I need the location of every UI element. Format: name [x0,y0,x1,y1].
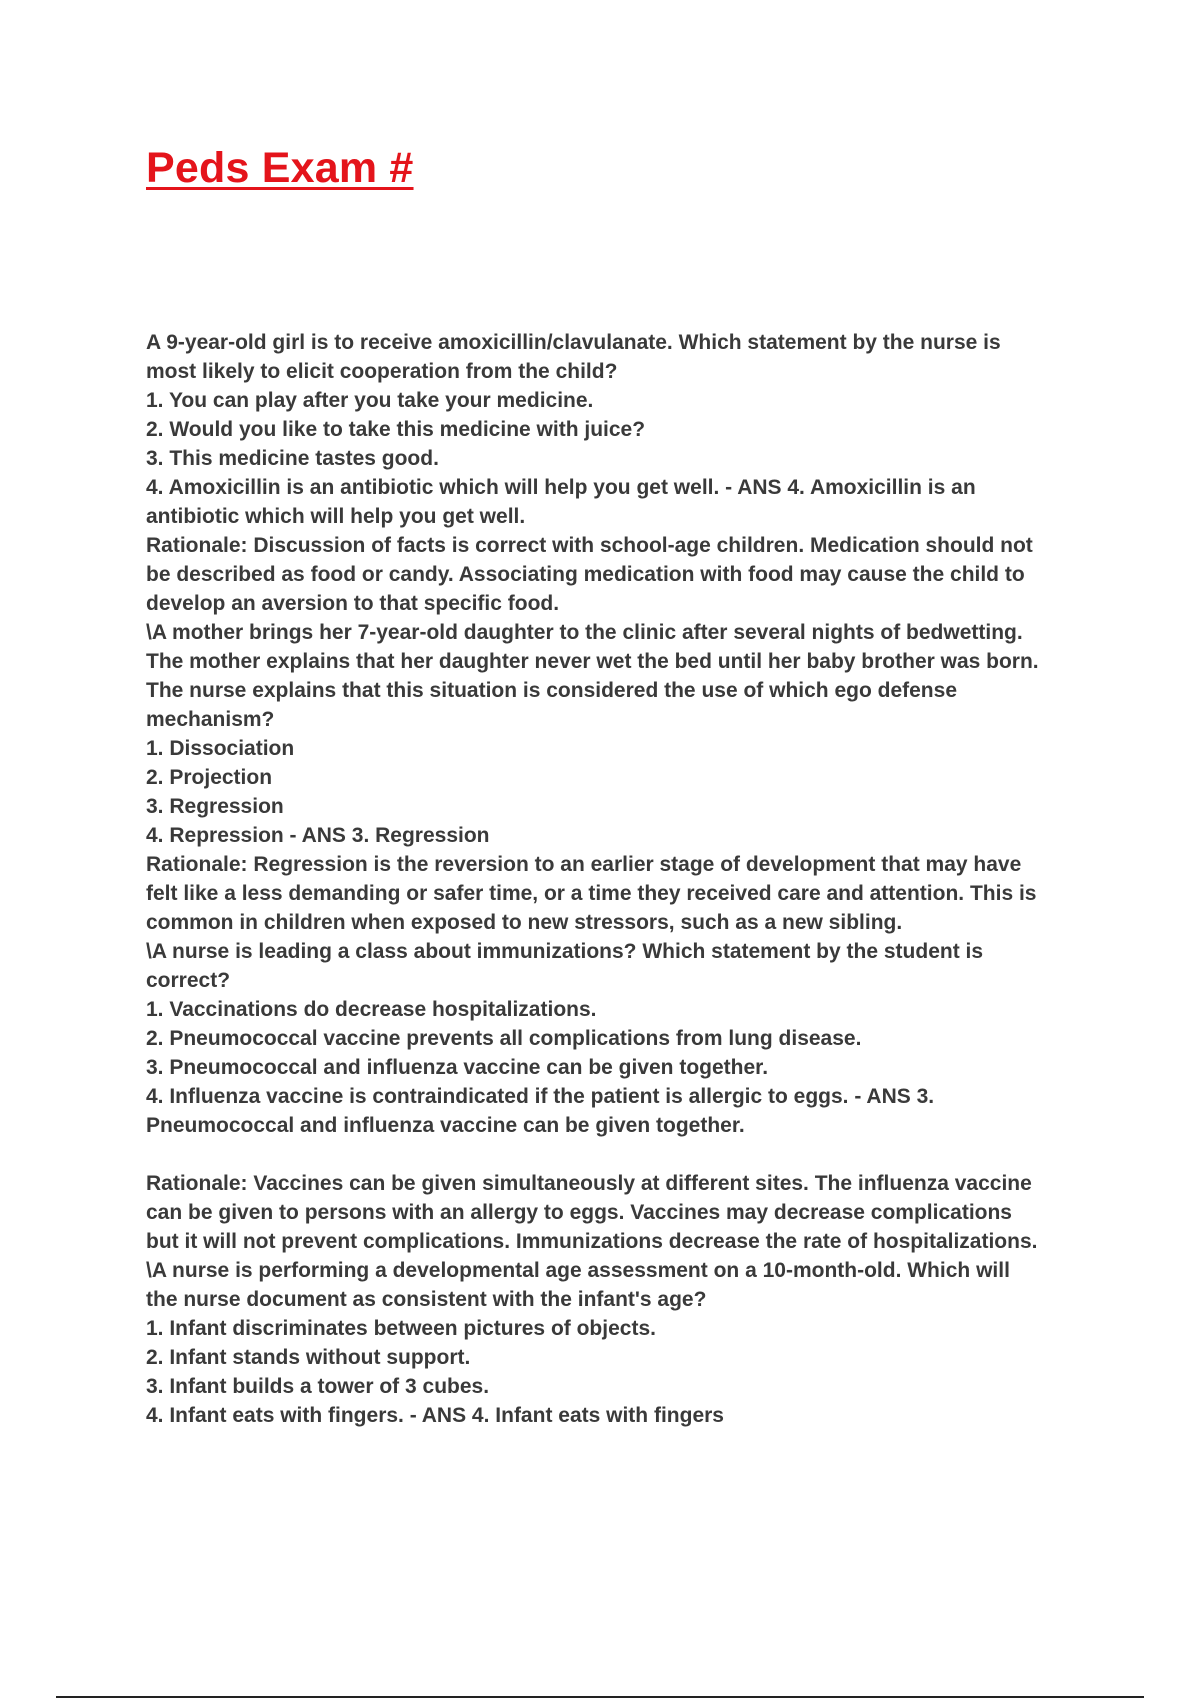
text-line: 2. Would you like to take this medicine with juice? [146,418,646,441]
text-line: 4. Influenza vaccine is contraindicated if the patient is allergic to eggs. - ANS 3. [146,1085,935,1108]
text-line: 2. Infant stands without support. [146,1346,471,1369]
text-line: Rationale: Regression is the reversion to an earlier stage of development that may have [146,853,1022,876]
text-line: 3. Regression [146,795,284,818]
text-line: 3. Infant builds a tower of 3 cubes. [146,1375,490,1398]
text-line: can be given to persons with an allergy to eggs. Vaccines may decrease complications [146,1201,1012,1224]
text-line: Rationale: Discussion of facts is correct with school-age children. Medication should not [146,534,1033,557]
text-line: 4. Repression - ANS 3. Regression [146,824,490,847]
page-title: Peds Exam # [146,144,414,192]
text-line: \A mother brings her 7-year-old daughter to the clinic after several nights of bedwetting. [146,621,1023,644]
text-line: but it will not prevent complications. Immunizations decrease the rate of hospitalizations. [146,1230,1038,1253]
text-line: Rationale: Vaccines can be given simultaneously at different sites. The influenza vaccine [146,1172,1032,1195]
text-line: The mother explains that her daughter never wet the bed until her baby brother was born. [146,650,1039,673]
text-line: the nurse document as consistent with the infant's age? [146,1288,707,1311]
text-line: 1. Dissociation [146,737,295,760]
text-line: antibiotic which will help you get well. [146,505,526,528]
page-divider [56,1696,1144,1698]
text-line: develop an aversion to that specific food. [146,592,560,615]
text-line: correct? [146,969,231,992]
text-line: \A nurse is performing a developmental age assessment on a 10-month-old. Which will [146,1259,1010,1282]
text-line: Pneumococcal and influenza vaccine can be given together. [146,1114,745,1137]
text-line: 1. You can play after you take your medicine. [146,389,594,412]
text-line: The nurse explains that this situation is considered the use of which ego defense [146,679,957,702]
text-line: 1. Infant discriminates between pictures of objects. [146,1317,656,1340]
text-line: 4. Amoxicillin is an antibiotic which will help you get well. - ANS 4. Amoxicillin is an [146,476,976,499]
text-line: 4. Infant eats with fingers. - ANS 4. Infant eats with fingers [146,1404,724,1427]
text-line: 3. This medicine tastes good. [146,447,439,470]
text-line: \A nurse is leading a class about immunizations? Which statement by the student is [146,940,984,963]
text-line: common in children when exposed to new stressors, such as a new sibling. [146,911,903,934]
text-line: 1. Vaccinations do decrease hospitalizations. [146,998,597,1021]
exam-content [146,328,1096,1430]
text-line: most likely to elicit cooperation from the child? [146,360,618,383]
text-line: felt like a less demanding or safer time, or a time they received care and attention. This is [146,882,1037,905]
text-line: be described as food or candy. Associating medication with food may cause the child to [146,563,1025,586]
text-line: 2. Pneumococcal vaccine prevents all complications from lung disease. [146,1027,862,1050]
text-line: mechanism? [146,708,275,731]
text-line: 3. Pneumococcal and influenza vaccine can be given together. [146,1056,769,1079]
text-line: 2. Projection [146,766,273,789]
text-line: A 9-year-old girl is to receive amoxicillin/clavulanate. Which statement by the nurse is [146,331,1001,354]
paragraph-gap [146,1140,1096,1169]
